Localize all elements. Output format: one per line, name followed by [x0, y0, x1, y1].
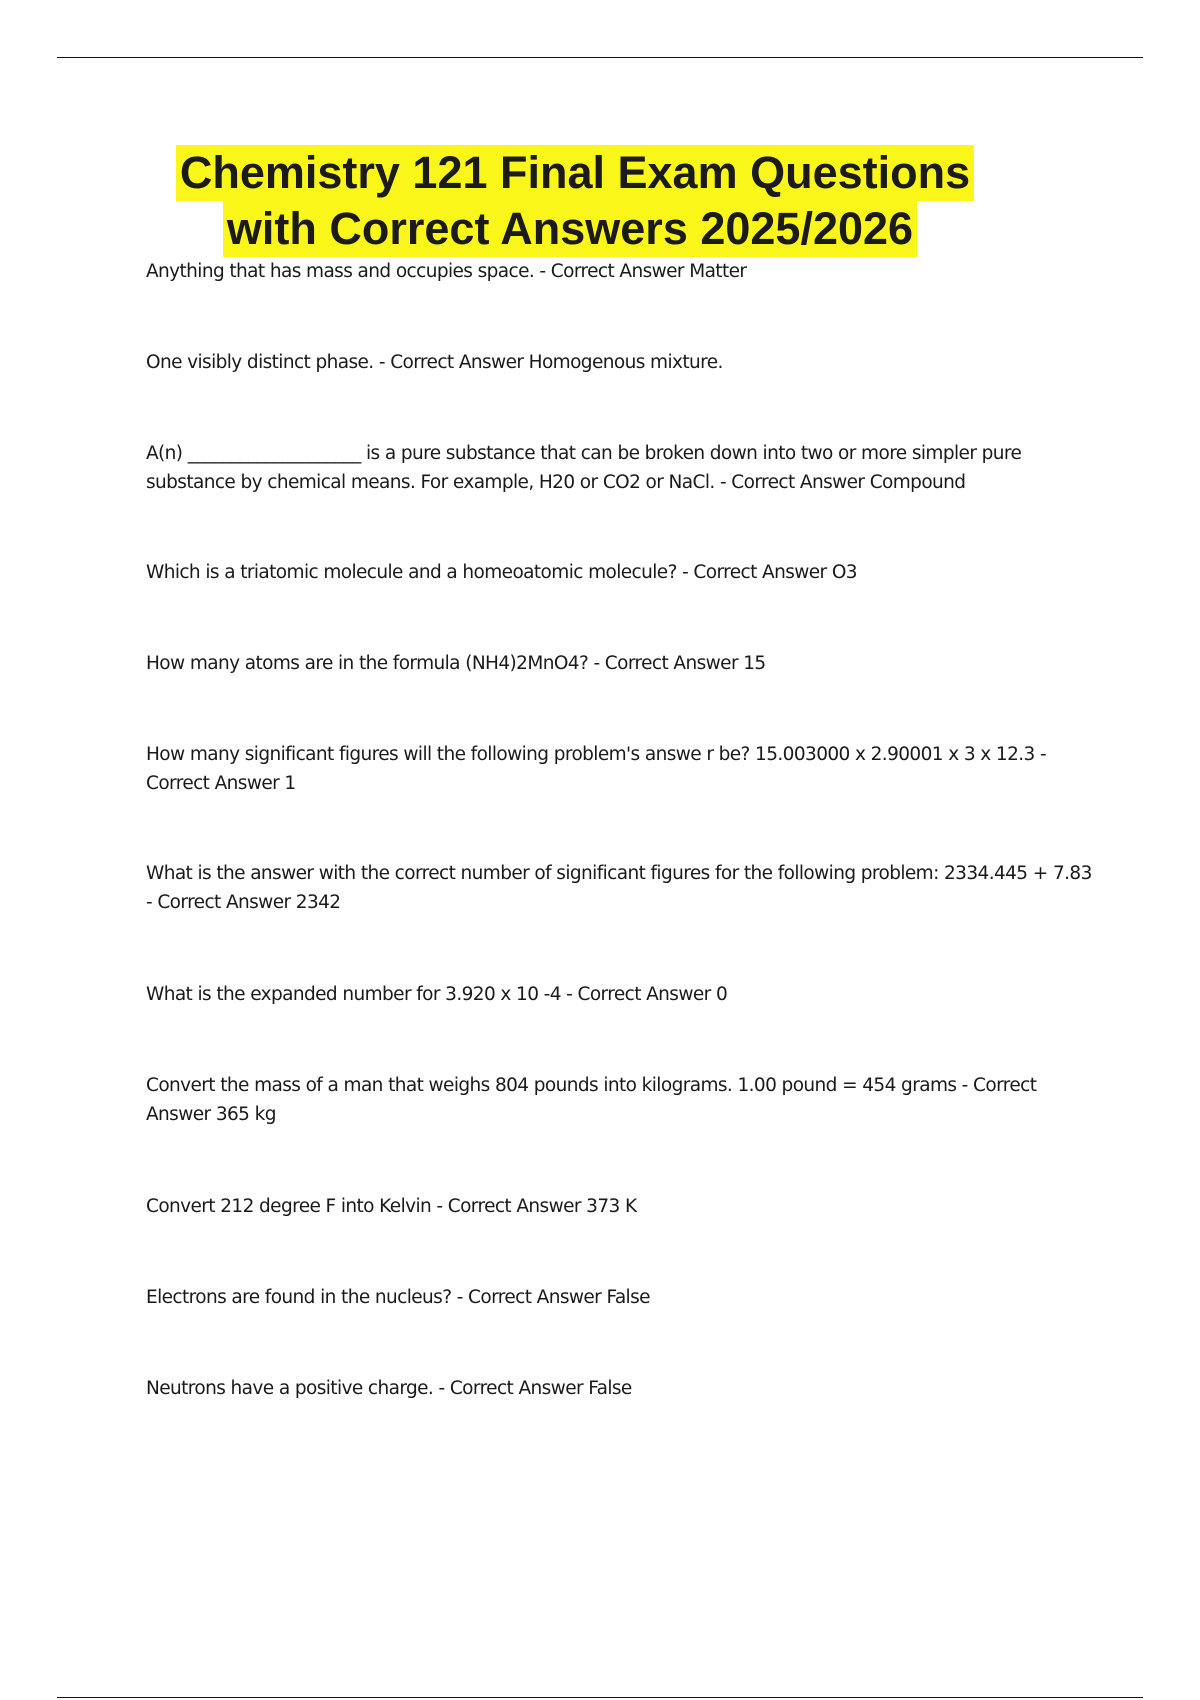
qa-item-1: Anything that has mass and occupies space. - Correct Answer Matter: [146, 261, 747, 282]
bottom-rule: [57, 1697, 1143, 1698]
qa-item-7: What is the answer with the correct number of significant figures for the following problem: 2334.445 + 7.83 - Correct Answer 2342: [146, 863, 1092, 913]
qa-item-12: Neutrons have a positive charge. - Correct Answer False: [146, 1378, 632, 1399]
qa-item-6: How many significant figures will the following problem's answe r be? 15.003000 x 2.90001 x 3 x 12.3 - Correct Answer 1: [146, 744, 1047, 794]
qa-item-2: One visibly distinct phase. - Correct Answer Homogenous mixture.: [146, 352, 723, 373]
qa-item-11: Electrons are found in the nucleus? - Correct Answer False: [146, 1287, 650, 1308]
qa-item-10: Convert 212 degree F into Kelvin - Correct Answer 373 K: [146, 1196, 637, 1217]
top-rule: [57, 57, 1143, 58]
qa-item-5: How many atoms are in the formula (NH4)2MnO4? - Correct Answer 15: [146, 653, 766, 674]
title-line-2: with Correct Answers 2025/2026: [223, 201, 917, 257]
qa-item-9: Convert the mass of a man that weighs 804 pounds into kilograms. 1.00 pound = 454 grams - Correct Answer 365 kg: [146, 1075, 1037, 1125]
title-line-1: Chemistry 121 Final Exam Questions: [176, 145, 974, 201]
qa-item-4: Which is a triatomic molecule and a homeoatomic molecule? - Correct Answer O3: [146, 562, 857, 583]
qa-item-3: A(n) ____________________ is a pure substance that can be broken down into two or more simpler pure substance by chemical means. For example, H20 or CO2 or NaCl. - Correct Answer Compound: [146, 443, 1022, 493]
document-title: [0, 145, 1200, 257]
qa-item-8: What is the expanded number for 3.920 x 10 -4 - Correct Answer 0: [146, 984, 728, 1005]
